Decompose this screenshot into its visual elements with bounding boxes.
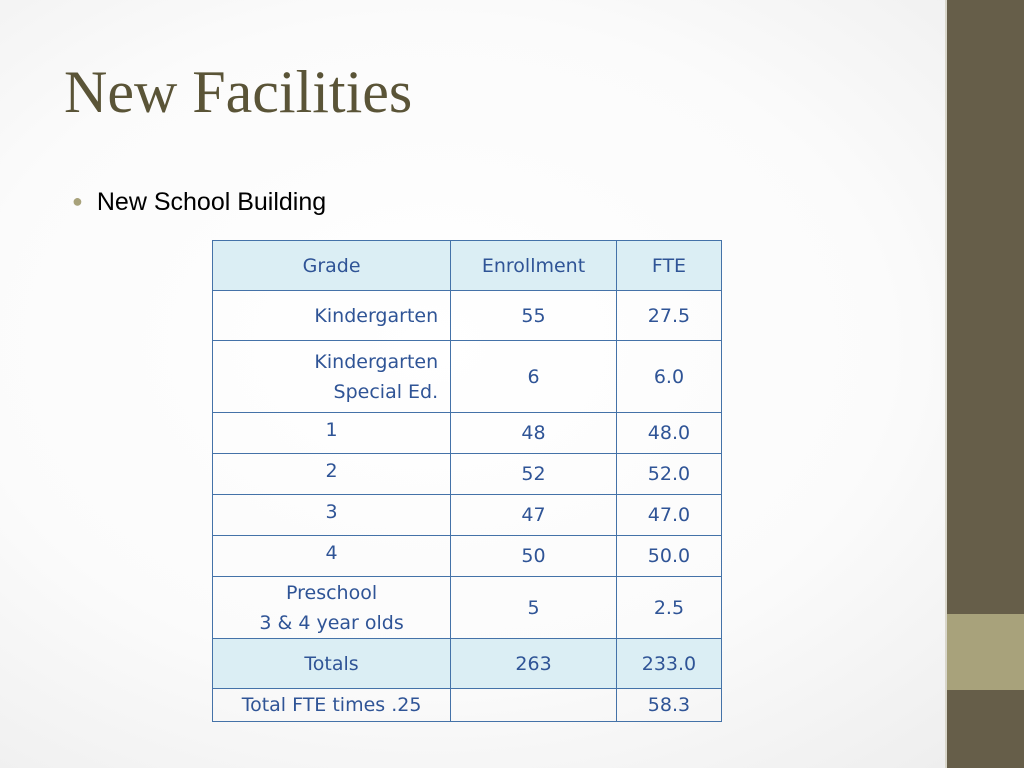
fte-cell: 48.0 [616,413,721,454]
table-row [213,291,722,341]
fte-cell: 47.0 [616,495,721,536]
grade-line2: Special Ed. [333,380,439,403]
table-row [213,577,722,639]
table-row [213,341,722,413]
totals-fte-highlighted: 233.0 [616,639,721,689]
slide-title: New Facilities [64,59,413,125]
table-row [213,536,722,577]
bullet-text: New School Building [96,188,327,216]
header-enrollment: Enrollment [451,241,617,291]
bullet-item [72,188,326,217]
grade-cell: 4 [213,536,451,577]
enrollment-cell: 52 [451,454,617,495]
grade-cell [213,577,451,639]
enrollment-cell: 5 [451,577,617,639]
enrollment-table [212,240,722,722]
totals-label: Totals [213,639,451,689]
enrollment-cell: 47 [451,495,617,536]
table-row [213,413,722,454]
fte-cell: 50.0 [616,536,721,577]
header-fte: FTE [616,241,721,291]
grade-cell: Kindergarten [213,291,451,341]
header-grade: Grade [213,241,451,291]
grade-cell: 3 [213,495,451,536]
fte-factor-row [213,689,722,722]
table-header-row [213,241,722,291]
totals-row [213,639,722,689]
grade-line1: Kindergarten [314,350,439,373]
enrollment-cell: 48 [451,413,617,454]
fte-factor-label: Total FTE times .25 [213,689,451,722]
fte-cell: 6.0 [616,341,721,413]
enrollment-cell: 55 [451,291,617,341]
enrollment-cell: 50 [451,536,617,577]
grade-cell [213,341,451,413]
fte-cell: 2.5 [616,577,721,639]
table-row [213,454,722,495]
grade-cell: 1 [213,413,451,454]
grade-line1: Preschool [286,581,378,604]
bullet-dot-icon: ● [72,191,83,211]
grade-line2: 3 & 4 year olds [259,611,404,634]
sidebar-accent-block [947,614,1024,690]
fte-cell: 52.0 [616,454,721,495]
enrollment-cell: 6 [451,341,617,413]
fte-factor-value: 58.3 [616,689,721,722]
fte-factor-enrollment [451,689,617,722]
totals-enrollment: 263 [451,639,617,689]
table-row [213,495,722,536]
grade-cell: 2 [213,454,451,495]
fte-cell: 27.5 [616,291,721,341]
